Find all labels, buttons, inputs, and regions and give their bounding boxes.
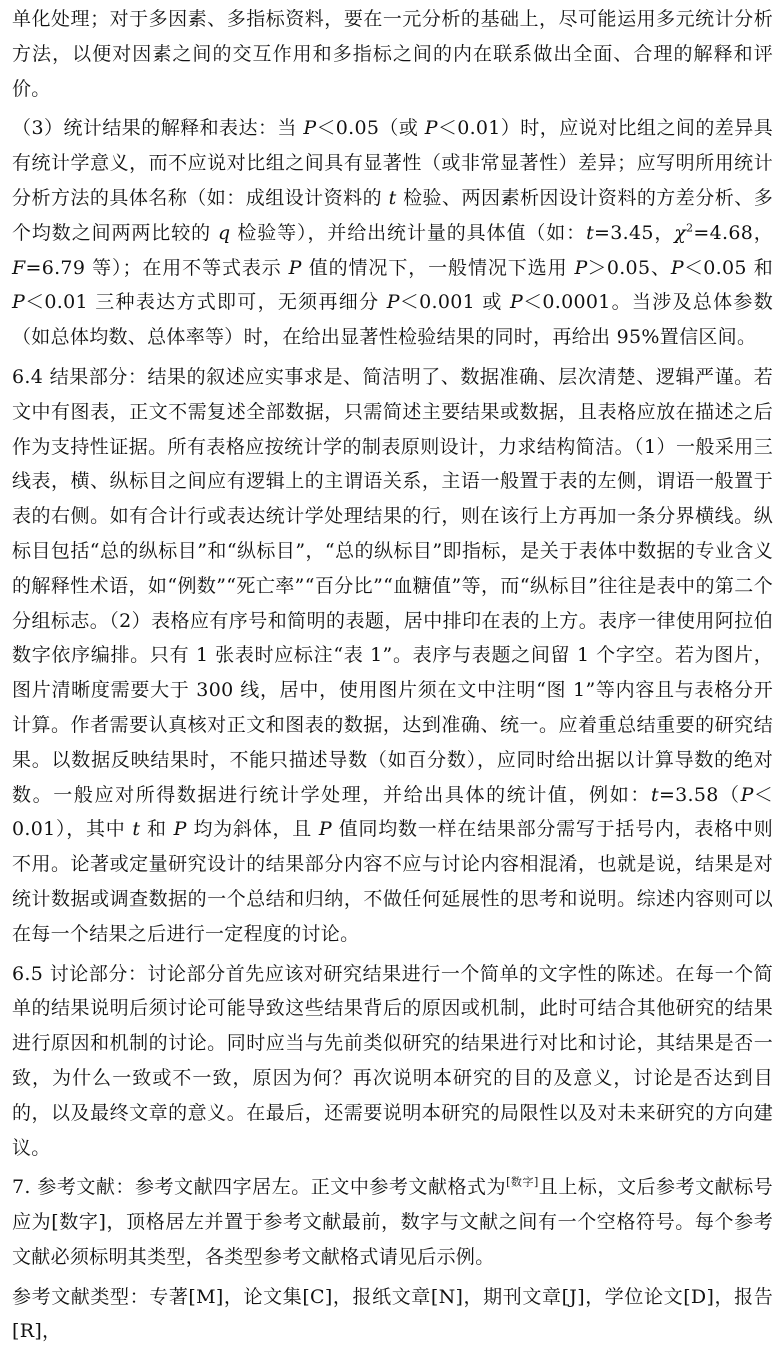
italic-symbol: q [217, 221, 231, 244]
text-run: 值同均数一样在结果部分需写于括号内，表格中则不用。论著或定量研究设计的结果部分内容不应与讨论内容相混淆，也就是说，结果是对统计数据或调查数据的一个总结和归纳，不做任何延展性的思考和说明。综述内容则可以在每一个结果之后进行一定程度的讨论。 [12, 818, 773, 945]
text-run: 均为斜体，且 [186, 818, 319, 841]
text-run: =6.79 等）；在用不等式表示 [25, 256, 289, 279]
italic-symbol: t [132, 818, 141, 841]
italic-symbol: P [173, 818, 187, 841]
italic-symbol: t [586, 221, 594, 244]
text-run: 6.4 结果部分：结果的叙述应实事求是、简洁明了、数据准确、层次清楚、逻辑严谨。若文中有图表，正文不需复述全部数据，只需简述主要结果或数据，且表格应放在描述之后作为支持性证据。所有表格应按统计学的制表原则设计，力求结构简洁。（1）一般采用三线表，横、纵标目之间应有逻辑上的主谓语关系，主语一般置于表的左侧，谓语一般置于表的右侧。如有合计行或表达统计学处理结果的行，则在该行上方再加一条分界横线。纵标目包括“总的纵标目”和“纵标目”，“总的纵标目”即指标，是关于表体中数据的专业含义的解释性术语，如“例数”“死亡率”“百分比”“血糖值”等，而“纵标目”往往是表中的第二个分组标志。（2）表格应有序号和简明的表题，居中排印在表的上方。表序一律使用阿拉伯数字依序编排。只有 1 张表时应标注“表 1”。表序与表题之间留 1 个字空。若为图片，图片清晰度需要大于 300 线，居中，使用图片须在文中注明“图 1”等内容且与表格分开计算。作者需要认真核对正文和图表的数据，达到准确、统一。应着重总结重要的研究结果。以数据反映结果时，不能只描述导数（如百分数），应同时给出据以计算导数的绝对数。一般应对所得数据进行统计学处理，并给出具体的统计值，例如： [12, 365, 773, 806]
text-run: 且上标，文后参考文献标号应为[数字]，顶格居左并置于参考文献最前，数字与文献之间有一个空格符号。每个参考文献必须标明其类型，各类型参考文献格式请见后示例。 [12, 1176, 773, 1268]
text-run: =3.58（ [658, 783, 741, 806]
italic-symbol: P [574, 256, 588, 279]
italic-symbol: P [740, 783, 754, 806]
reference-types-line [12, 1280, 773, 1349]
italic-symbol: χ [674, 221, 687, 244]
italic-symbol: P [386, 291, 400, 314]
text-run: 单化处理；对于多因素、多指标资料，要在一元分析的基础上，尽可能运用多元统计分析方法，以便对因素之间的交互作用和多指标之间的内在联系做出全面、合理的解释和评价。 [12, 8, 773, 100]
superscript-text: 2 [686, 221, 694, 235]
italic-symbol: P [424, 117, 438, 140]
italic-symbol: t [388, 186, 397, 209]
text-run: 值的情况下，一般情况下选用 [301, 256, 575, 279]
section-6-4-results [12, 360, 773, 952]
italic-symbol: P [288, 256, 302, 279]
section-7-references [12, 1170, 773, 1274]
text-run: 7. 参考文献：参考文献四字居左。正文中参考文献格式为 [12, 1176, 507, 1199]
text-run: 6.5 讨论部分：讨论部分首先应该对研究结果进行一个简单的文字性的陈述。在每一个简单的结果说明后须讨论可能导致这些结果背后的原因或机制，此时可结合其他研究的结果进行原因和机制的讨论。同时应当与先前类似研究的结果进行对比和讨论，其结果是否一致，为什么一致或不一致，原因为何？再次说明本研究的目的及意义，讨论是否达到目的，以及最终文章的意义。在最后，还需要说明本研究的局限性以及对未来研究的方向建议。 [12, 962, 773, 1159]
text-run: 参考文献类型：专著[M]，论文集[C]，报纸文章[N]，期刊文章[J]，学位论文[D]，报告[R]， [12, 1285, 773, 1343]
section-6-5-discussion [12, 957, 773, 1166]
text-run: ＜0.05（或 [316, 117, 425, 140]
text-run: =4.68， [693, 221, 773, 244]
text-run: （3）统计结果的解释和表达：当 [12, 117, 304, 140]
italic-symbol: P [318, 818, 332, 841]
paragraph-multivariate-analysis [12, 2, 773, 106]
italic-symbol: P [12, 291, 26, 314]
italic-symbol: P [670, 256, 684, 279]
text-run: ＞0.05、 [587, 256, 671, 279]
italic-symbol: P [303, 117, 317, 140]
text-run: ＜0.01）时，应说对比组之间的差异具有统计学意义，而不应说对比组之间具有显著性（或非常显著性）差异；应写明所用统计分析方法的具体名称（如：成组设计资料的 [12, 117, 773, 209]
text-run: =3.45， [594, 221, 675, 244]
text-run: ＜0.01 三种表达方式即可，无须再细分 [25, 291, 387, 314]
text-run: 检验、两因素析因设计资料的方差分析、多个均数之间两两比较的 [12, 186, 773, 244]
text-run: ＜0.05 和 [683, 256, 774, 279]
superscript-text: [数字] [506, 1175, 539, 1189]
italic-symbol: P [509, 291, 524, 314]
paragraph-statistical-results [12, 111, 773, 355]
text-run: 和 [140, 818, 174, 841]
text-run: ＜0.0001。当涉及总体参数（如总体均数、总体率等）时，在给出显著性检验结果的同时，再给出 95%置信区间。 [12, 291, 774, 349]
text-run: ＜0.01），其中 [12, 783, 773, 841]
italic-symbol: t [651, 783, 659, 806]
text-run: ＜0.001 或 [399, 291, 510, 314]
text-run: 检验等），并给出统计量的具体值（如： [230, 221, 587, 244]
italic-symbol: F [12, 256, 26, 279]
